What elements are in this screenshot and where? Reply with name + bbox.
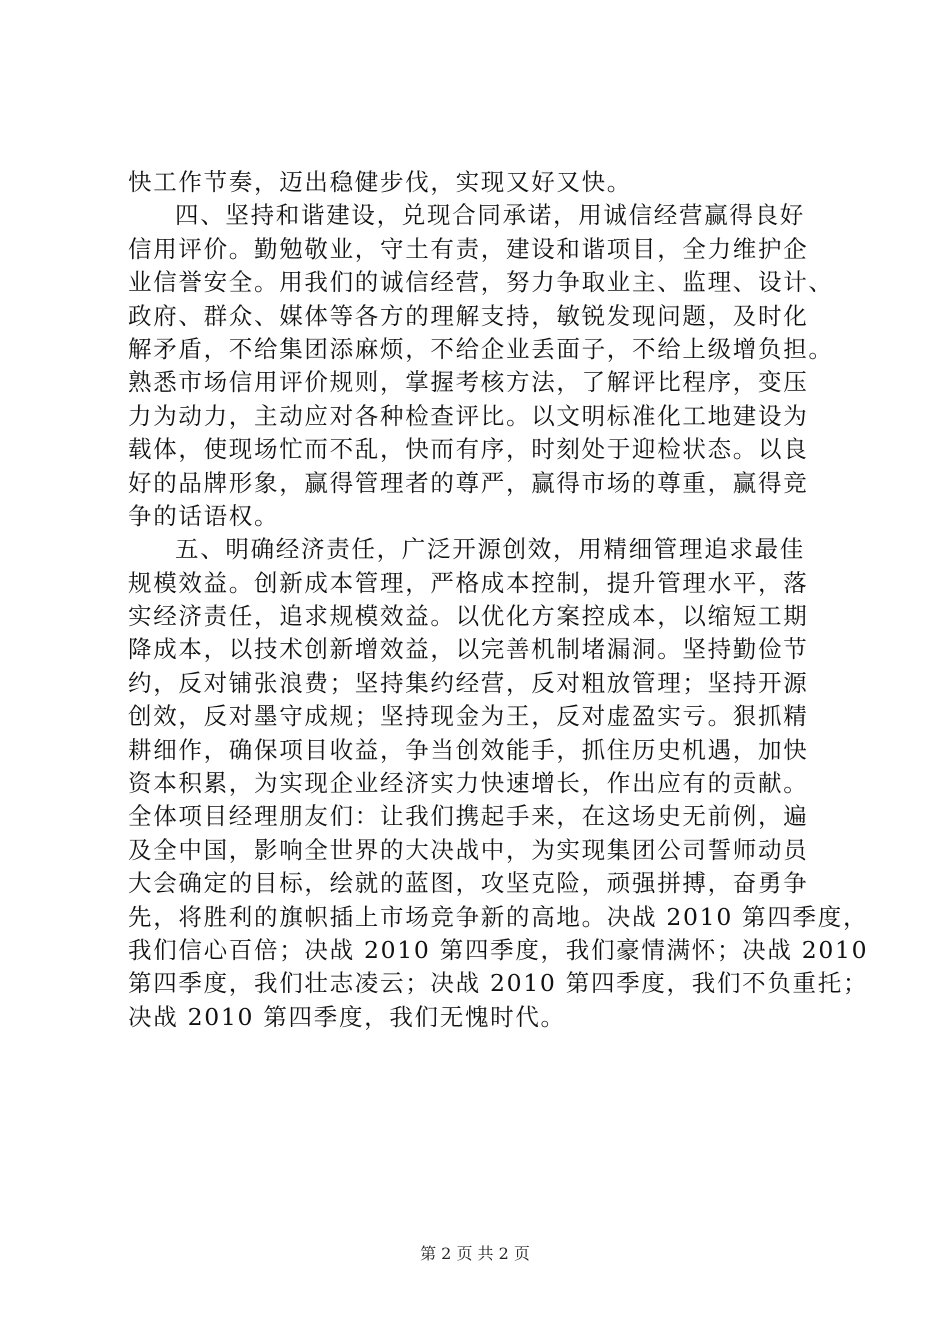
text-line: 快工作节奏，迈出稳健步伐，实现又好又快。	[128, 168, 632, 196]
text-line: 约，反对铺张浪费；坚持集约经营，反对粗放管理；坚持开源	[128, 668, 809, 697]
paragraph-four-start: 四、坚持和谐建设，兑现合同承诺，用诚信经营赢得良好	[175, 201, 805, 230]
text-line: 决战 2010 第四季度，我们无愧时代。	[128, 1002, 566, 1031]
body-text	[128, 166, 869, 1034]
text-line: 降成本，以技术创新增效益，以完善机制堵漏洞。坚持勤俭节	[128, 635, 809, 664]
text-line: 熟悉市场信用评价规则，掌握考核方法，了解评比程序，变压	[128, 368, 809, 397]
text-line: 创效，反对墨守成规；坚持现金为王，反对虚盈实亏。狠抓精	[128, 702, 809, 731]
text-line: 资本积累，为实现企业经济实力快速增长，作出应有的贡献。	[128, 769, 809, 798]
text-line: 解矛盾，不给集团添麻烦，不给企业丢面子，不给上级增负担。	[128, 334, 834, 363]
text-line: 耕细作，确保项目收益，争当创效能手，抓住历史机遇，加快	[128, 735, 809, 764]
text-line: 先，将胜利的旗帜插上市场竞争新的高地。决战 2010 第四季度，	[128, 902, 869, 931]
text-line: 力为动力，主动应对各种检查评比。以文明标准化工地建设为	[128, 401, 809, 430]
text-line: 政府、群众、媒体等各方的理解支持，敏锐发现问题，及时化	[128, 301, 809, 330]
text-line: 信用评价。勤勉敬业，守土有责，建设和谐项目，全力维护企	[128, 234, 809, 263]
text-line: 载体，使现场忙而不乱，快而有序，时刻处于迎检状态。以良	[128, 435, 809, 464]
text-line: 及全中国，影响全世界的大决战中，为实现集团公司誓师动员	[128, 835, 809, 864]
text-line: 好的品牌形象，赢得管理者的尊严，赢得市场的尊重，赢得竞	[128, 468, 809, 497]
text-line: 争的话语权。	[128, 501, 280, 530]
text-line: 大会确定的目标，绘就的蓝图，攻坚克险，顽强拼搏，奋勇争	[128, 869, 809, 898]
paragraph-five-start: 五、明确经济责任，广泛开源创效，用精细管理追求最佳	[175, 535, 805, 564]
text-line: 全体项目经理朋友们：让我们携起手来，在这场史无前例，遍	[128, 802, 809, 831]
text-line: 业信誉安全。用我们的诚信经营，努力争取业主、监理、设计、	[128, 268, 834, 297]
text-line: 我们信心百倍；决战 2010 第四季度，我们豪情满怀；决战 2010	[128, 935, 869, 964]
text-line: 实经济责任，追求规模效益。以优化方案控成本，以缩短工期	[128, 602, 809, 631]
text-line: 规模效益。创新成本管理，严格成本控制，提升管理水平，落	[128, 568, 809, 597]
page-number-footer: 第 2 页 共 2 页	[420, 1244, 530, 1263]
text-line: 第四季度，我们壮志凌云；决战 2010 第四季度，我们不负重托；	[128, 969, 869, 998]
